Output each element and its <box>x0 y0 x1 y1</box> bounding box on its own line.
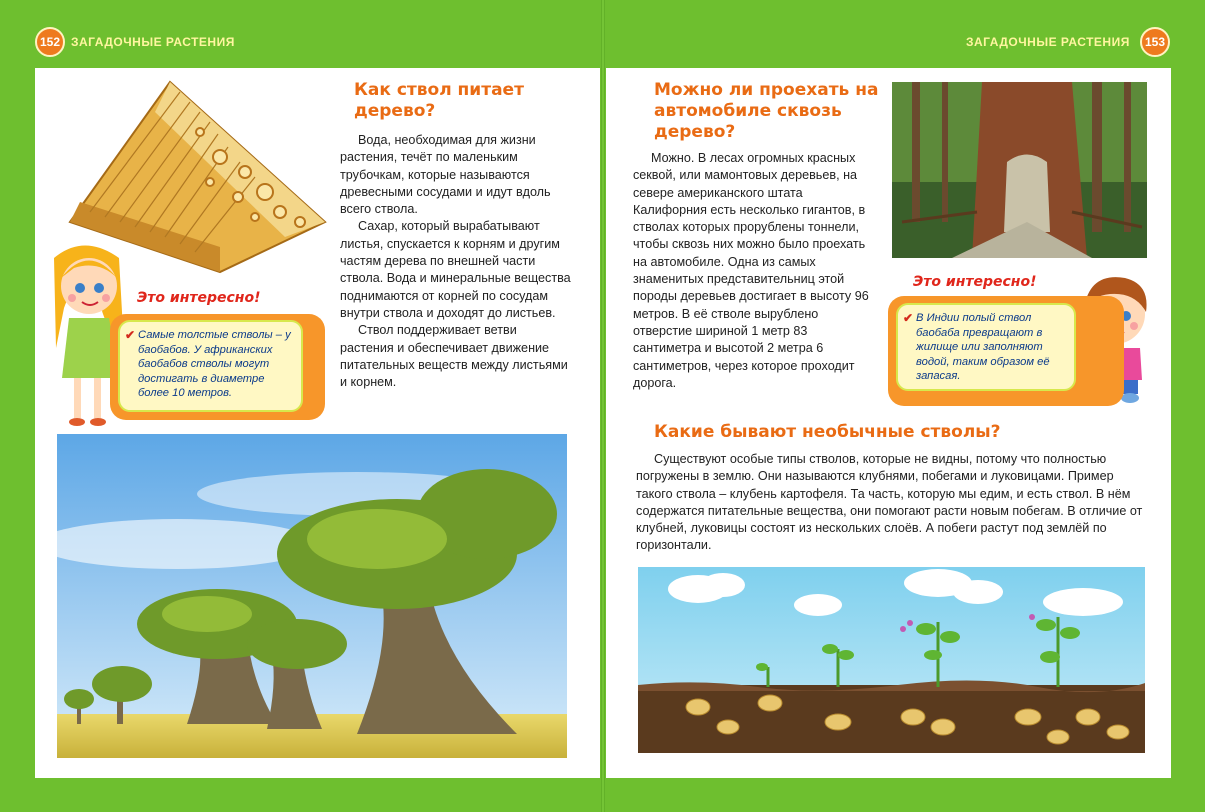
left-interesting-text: Самые толстые стволы – у баобабов. У африканских баобабов стволы могут достигать в диаметре более 10 метров. <box>138 329 291 399</box>
right-page-heading-1: Можно ли проехать на автомобиле сквозь дерево? <box>654 80 879 142</box>
left-paragraph-3: Ствол поддерживает ветви растения и обеспечивает движение питательных веществ между листьями и корнем. <box>340 323 568 390</box>
left-paragraph-1: Вода, необходимая для жизни растения, течёт по маленьким трубочкам, которые называются древесными сосудами и идут вдоль всего ствола. <box>340 133 551 217</box>
left-page-heading: Как ствол питает дерево? <box>354 80 524 121</box>
sequoia-tunnel-photo <box>892 82 1147 258</box>
right-paragraph-1: Можно. В лесах огромных красных секвой, или мамонтовых деревьев, на севере американского штата Калифорния есть несколько гигантов, в стволах которых прорублены тоннели, чтобы сквозь них можно было проехать на автомобиле. Одна из самых знаменитых представительниц этой породы деревьев достигает в высоту 96 метров. В её стволе вырублено отверстие шириной 1 метр 83 сантиметра и высотой 2 метра 6 сантиметров, через которое проходит дорога. <box>633 151 869 390</box>
right-page-body-2 <box>636 451 1152 555</box>
left-paragraph-2: Сахар, который вырабатывают листья, спускается к корням и другим частям дерева по внешней части ствола. Вода и минеральные вещества поднимаются от корней по сосудам внутри ствола и доходят до листьев. <box>340 219 571 320</box>
book-spine <box>601 0 605 812</box>
potato-tubers-illustration <box>638 567 1145 753</box>
left-interesting-title: Это интересно! <box>137 290 261 306</box>
right-paragraph-2: Существуют особые типы стволов, которые не видны, потому что полностью погружены в землю. Они называются клубнями, побегами и луковицами. Пример такого ствола – клубень картофеля. Та часть, которую мы едим, и есть ствол. В нём содержатся питательные вещества, они помогают расти новым побегам. В отличие от клубней, луковицы состоят из нескольких слоёв. А побеги растут под землёй по горизонтали. <box>636 452 1143 553</box>
left-section-title: ЗАГАДОЧНЫЕ РАСТЕНИЯ <box>71 35 235 49</box>
left-interesting-note <box>118 320 303 412</box>
left-page-number: 152 <box>35 27 65 57</box>
left-page-body <box>340 132 572 391</box>
right-interesting-note <box>896 303 1076 391</box>
right-page-body-1 <box>633 150 878 392</box>
right-section-title: ЗАГАДОЧНЫЕ РАСТЕНИЯ <box>966 35 1130 49</box>
right-interesting-title: Это интересно! <box>913 274 1037 290</box>
checkmark-icon: ✔ <box>903 311 914 325</box>
right-page-heading-2: Какие бывают необычные стволы? <box>654 422 1001 442</box>
checkmark-icon: ✔ <box>125 328 136 342</box>
baobab-landscape-image <box>57 434 567 758</box>
right-interesting-text: В Индии полый ствол баобаба превращают в жилище или заполняют водой, таким образом её запасая. <box>916 312 1050 382</box>
right-page-number: 153 <box>1140 27 1170 57</box>
